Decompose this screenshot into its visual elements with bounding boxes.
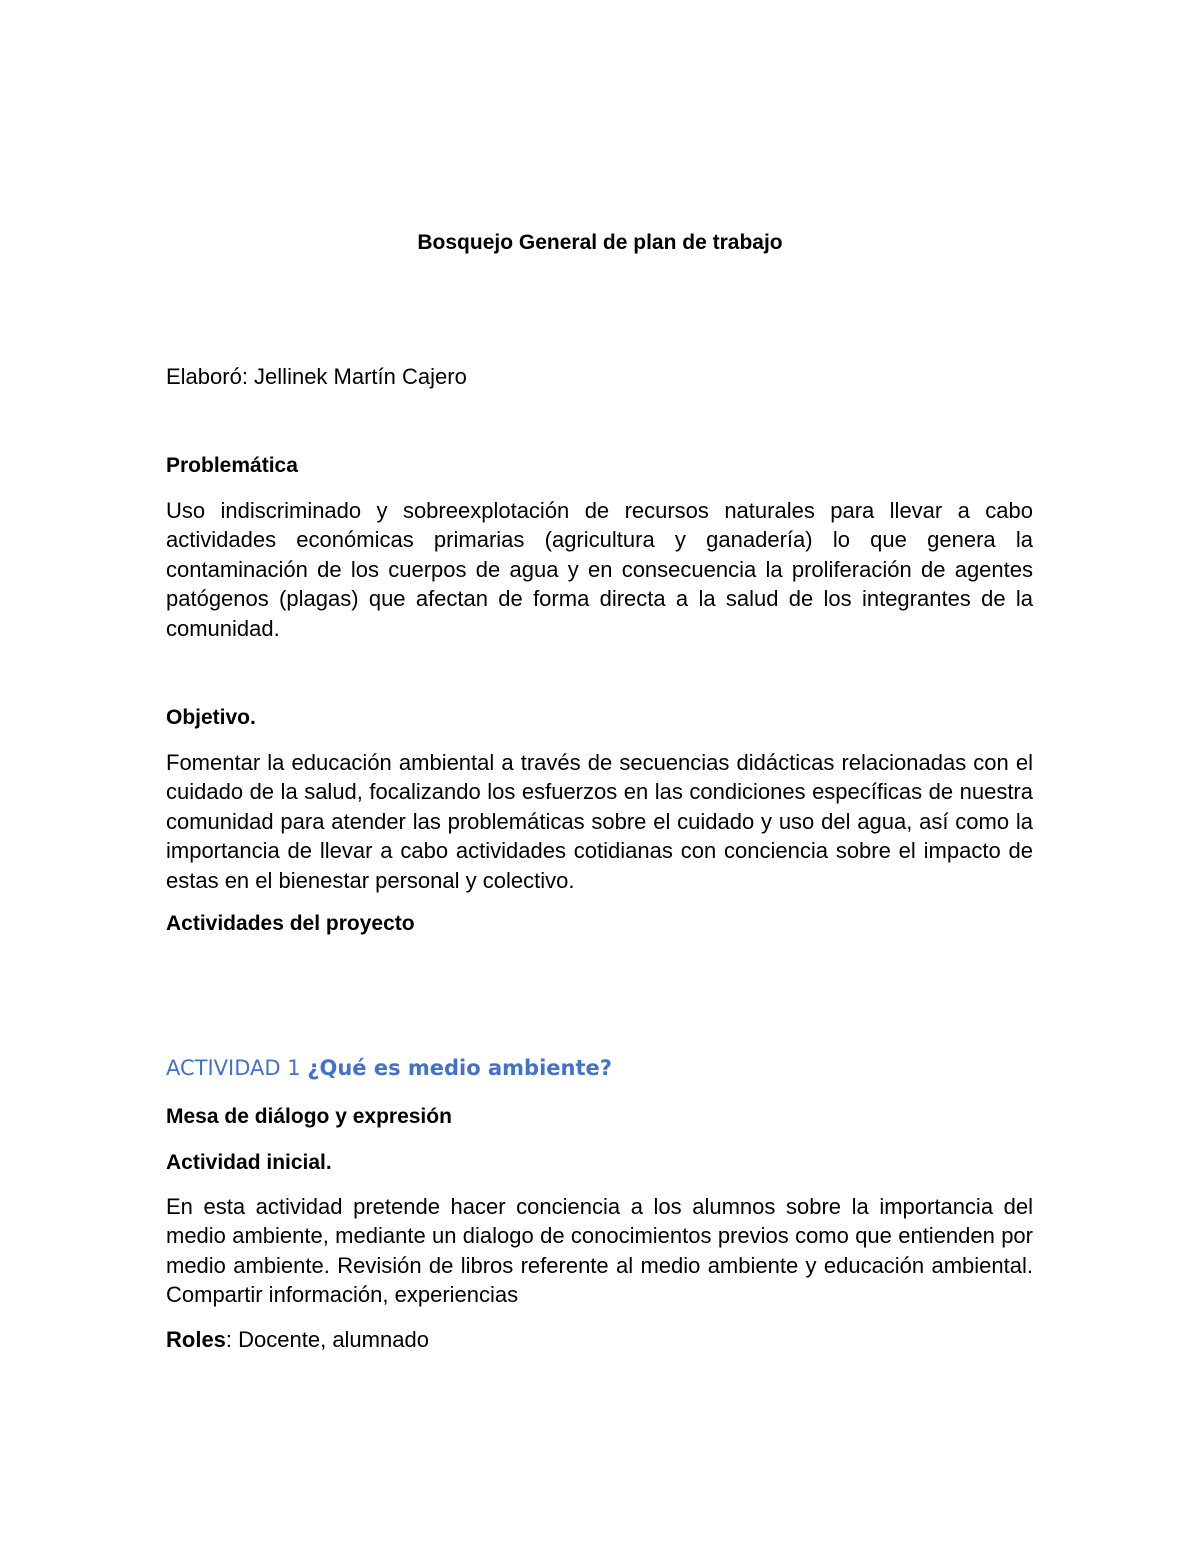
roles-label: Roles bbox=[166, 1327, 226, 1352]
activity1-subtitle: Mesa de diálogo y expresión bbox=[166, 1105, 452, 1128]
activity1-heading bbox=[166, 1053, 1033, 1083]
activities-heading: Actividades del proyecto bbox=[166, 912, 415, 935]
objective-heading: Objetivo. bbox=[166, 706, 256, 729]
activity1-label: ACTIVIDAD 1 bbox=[166, 1056, 308, 1080]
author-line: Elaboró: Jellinek Martín Cajero bbox=[166, 364, 467, 389]
roles-line bbox=[166, 1325, 1033, 1354]
initial-activity-heading: Actividad inicial. bbox=[166, 1151, 332, 1174]
roles-text: : Docente, alumnado bbox=[225, 1327, 429, 1352]
initial-activity-paragraph: En esta actividad pretende hacer conciencia a los alumnos sobre la importancia del medio ambiente, mediante un dialogo de conocimientos previos como que entienden por medio ambiente. Revisión de libros referente al medio ambiente y educación ambiental. Compartir información, experiencias bbox=[166, 1194, 1033, 1308]
objective-paragraph: Fomentar la educación ambiental a través de secuencias didácticas relacionadas con el cuidado de la salud, focalizando los esfuerzos en las condiciones específicas de nuestra comunidad para atender las problemáticas sobre el cuidado y uso del agua, así como la importancia de llevar a cabo actividades cotidianas con conciencia sobre el impacto de estas en el bienestar personal y colectivo. bbox=[166, 750, 1033, 893]
problem-heading: Problemática bbox=[166, 454, 298, 477]
document-title: Bosquejo General de plan de trabajo bbox=[417, 231, 783, 254]
activity1-question: ¿Qué es medio ambiente? bbox=[307, 1056, 612, 1080]
problem-paragraph: Uso indiscriminado y sobreexplotación de recursos naturales para llevar a cabo actividades económicas primarias (agricultura y ganadería) lo que genera la contaminación de los cuerpos de agua y en consecuencia la proliferación de agentes patógenos (plagas) que afectan de forma directa a la salud de los integrantes de la comunidad. bbox=[166, 498, 1033, 641]
